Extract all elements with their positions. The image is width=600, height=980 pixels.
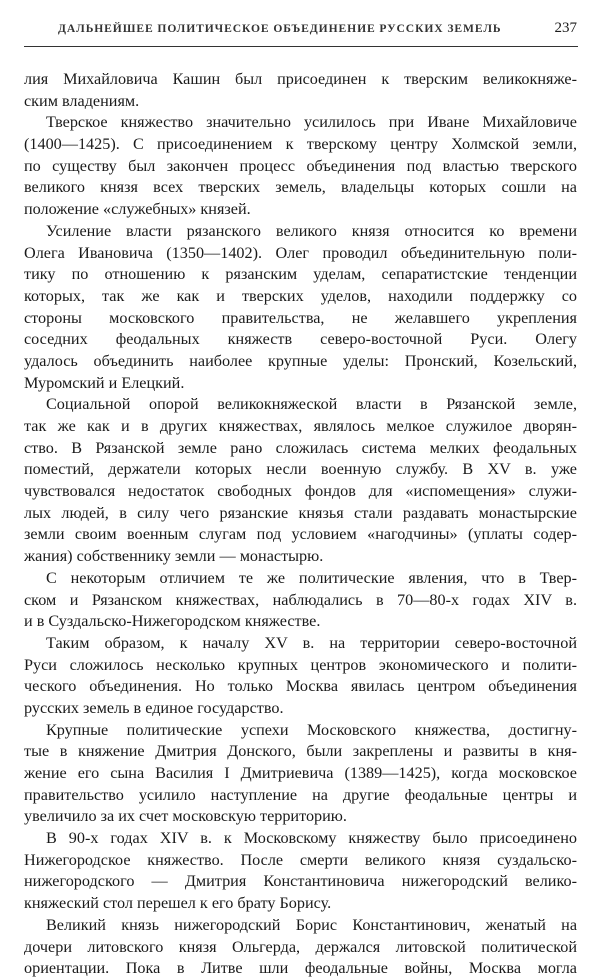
text-line: жение его сына Василия I Дмитриевича (1389—1425), когда московское: [24, 764, 577, 782]
text-line: нижегородского — Дмитрия Константиновича нижегородский велико-: [24, 872, 577, 891]
text-line: Великий князь нижегородский Борис Константинович, женатый на: [46, 915, 577, 934]
text-line: которых, так же как и тверских уделов, находили поддержку со: [24, 286, 577, 305]
text-line: по существу был закончен процесс объединения под властью тверского: [24, 156, 577, 175]
paragraph: [24, 568, 577, 633]
text-line: ориентации. Пока в Литве шли феодальные войны, Москва могла: [24, 959, 577, 978]
running-header: [58, 20, 577, 40]
text-line: Таким образом, к началу XV в. на территории северо-восточной: [46, 633, 577, 652]
text-line: Олега Ивановича (1350—1402). Олег проводил объединительную поли-: [24, 243, 577, 262]
paragraph: [24, 720, 577, 828]
text-line: положение «служебных» князей.: [24, 200, 251, 219]
text-line: Тверское княжество значительно усилилось при Иване Михайловиче: [46, 113, 577, 132]
paragraph: [24, 828, 577, 915]
page-number: 237: [554, 20, 577, 36]
text-line: (1400—1425). С присоединением к тверскому центру Холмской земли,: [24, 135, 577, 154]
text-line: ском и Рязанском княжествах, наблюдались в 70—80-х годах XIV в.: [24, 590, 577, 609]
text-line: Нижегородское княжество. После смерти великого князя суздальско-: [24, 850, 577, 869]
text-line: лия Михайловича Кашин был присоединен к тверским великокняже-: [24, 70, 577, 88]
text-line: С некоторым отличием те же политические явления, что в Твер-: [46, 568, 577, 587]
text-line: княжеский стол перешел к его брату Борису.: [24, 894, 332, 913]
text-line: так же как и в других княжествах, являлось мелкое служилое дворян-: [24, 417, 577, 435]
paragraph: [24, 633, 577, 720]
text-line: Усиление власти рязанского великого князя относится ко времени: [46, 221, 577, 240]
text-line: стороны московского правительства, не желавшего укрепления: [24, 308, 577, 327]
text-line: и в Суздальско-Нижегородском княжестве.: [24, 612, 321, 631]
paragraph: [24, 69, 577, 112]
text-line: ческого объединения. Но только Москва явилась центром объединения: [24, 677, 577, 696]
text-line: удалось объединить наиболее крупные уделы: Пронский, Козельский,: [24, 351, 577, 370]
text-line: увеличило за их счет московскую территорию.: [24, 807, 347, 826]
text-line: соседних феодальных княжеств северо-восточной Руси. Олегу: [24, 330, 577, 349]
text-line: Крупные политические успехи Московского княжества, достигну-: [46, 720, 577, 739]
text-line: ство. В Рязанской земле рано сложилась система мелких феодальных: [24, 438, 577, 457]
text-line: лых людей, в силу чего рязанские князья стали раздавать монастырские: [24, 503, 577, 522]
page-body: [24, 69, 577, 980]
text-line: поместий, держатели которых несли военную службу. В XV в. уже: [24, 460, 577, 479]
text-line: тику по отношению к рязанским уделам, сепаратистские тенденции: [24, 265, 577, 284]
header-rule: [24, 46, 578, 47]
text-line: великого князя всех тверских земель, владельцы которых сошли на: [24, 178, 577, 197]
paragraph: [24, 394, 577, 568]
running-header-title: ДАЛЬНЕЙШЕЕ ПОЛИТИЧЕСКОЕ ОБЪЕДИНЕНИЕ РУССКИХ ЗЕМЕЛЬ: [58, 22, 502, 35]
text-line: тые в княжение Дмитрия Донского, были закреплены и развиты в кня-: [24, 742, 577, 761]
text-line: В 90-х годах XIV в. к Московскому княжеству было присоединено: [46, 829, 577, 848]
text-line: Социальной опорой великокняжеской власти в Рязанской земле,: [46, 395, 577, 414]
text-line: чувствовался недостаток свободных фондов для «испомещения» служи-: [24, 482, 577, 501]
paragraph: [24, 915, 577, 980]
paragraph: [24, 112, 577, 220]
text-line: дочери литовского князя Ольгерда, держался литовской политической: [24, 937, 577, 956]
text-line: земли своим военным слугам под условием «нагодчины» (уплаты содер-: [24, 525, 577, 544]
text-line: правительство усилило наступление на другие феодальные центры и: [24, 785, 577, 804]
text-line: ским владениям.: [24, 91, 140, 110]
text-line: Муромский и Елецкий.: [24, 373, 185, 392]
text-line: Руси сложилось несколько крупных центров экономического и полити-: [24, 655, 577, 674]
text-line: русских земель в единое государство.: [24, 698, 284, 717]
text-line: жания) собственнику земли — монастырю.: [24, 547, 324, 566]
paragraph: [24, 221, 577, 395]
